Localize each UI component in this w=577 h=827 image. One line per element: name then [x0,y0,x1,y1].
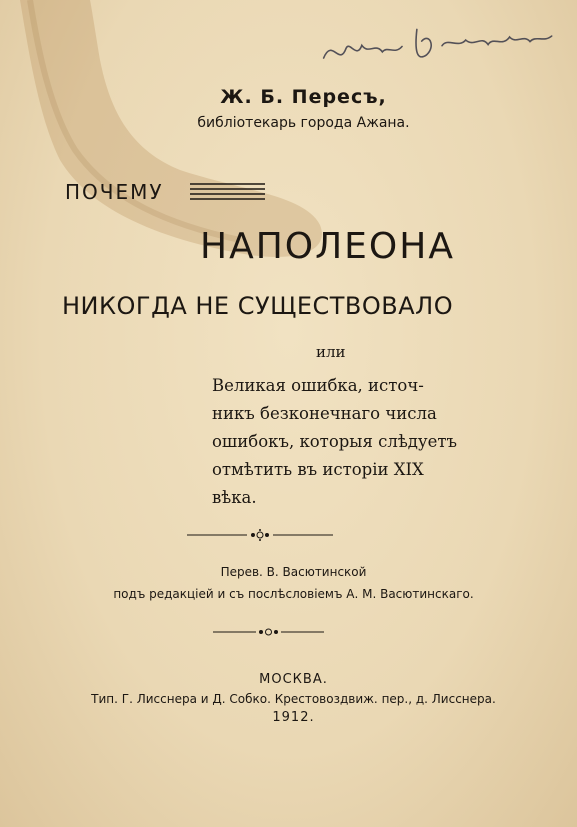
subtitle-line: ошибокъ, которыя слѣдуетъ [212,432,458,451]
imprint-printer: Тип. Г. Лисснера и Д. Собко. Крестовоздвиж. пер., д. Лисснера. [91,692,496,706]
subtitle-line: отмѣтить въ исторіи XIX [212,460,424,479]
translator-credit: Перев. В. Васютинской [220,565,367,579]
title-line-3: НИКОГДА НЕ СУЩЕСТВОВАЛО [62,292,454,320]
handwritten-signature [317,12,560,79]
ornament-divider [211,624,326,640]
subtitle-line: Великая ошибка, источ- [212,376,424,395]
subtitle-line: вѣка. [212,488,257,507]
ornament-divider [185,527,335,543]
subtitle [212,372,477,512]
subtitle-or: или [316,343,346,361]
title-line-2: НАПОЛЕОНА [200,226,455,267]
author-name: Ж. Б. Пересъ, [220,86,387,108]
author-role: библіотекарь города Ажана. [197,115,410,131]
decorative-rules [190,180,265,204]
title-line-1: ПОЧЕМУ [65,180,164,204]
imprint-year: 1912. [272,710,315,725]
subtitle-line: никъ безконечнаго числа [212,404,437,423]
editor-credit: подъ редакціей и съ послѣсловіемъ А. М. Васютинскаго. [113,587,474,601]
imprint-city: МОСКВА. [259,672,328,687]
